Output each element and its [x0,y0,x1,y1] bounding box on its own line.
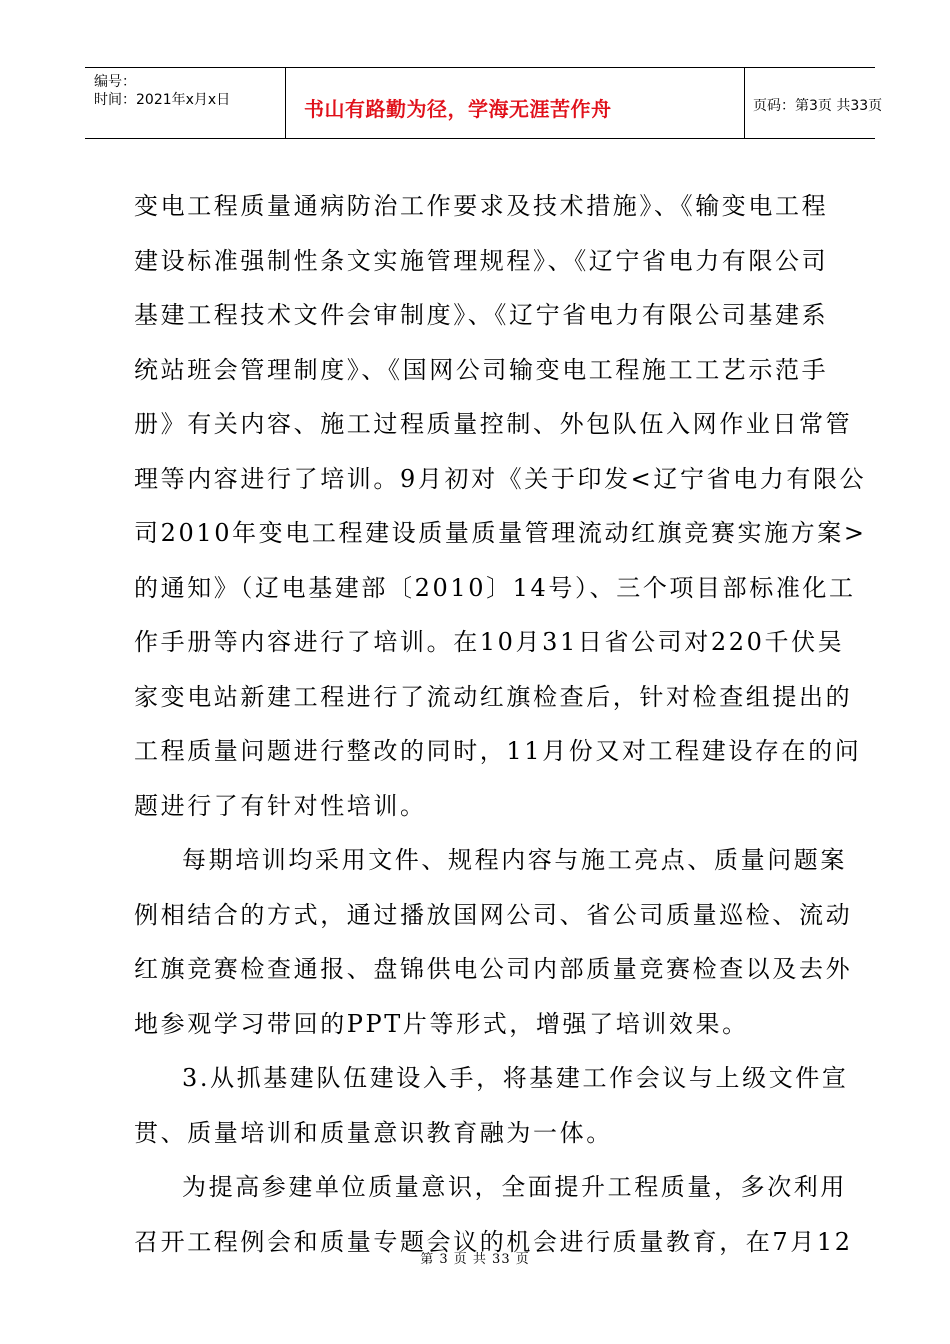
body-line: 题进行了有针对性培训。 [134,791,427,820]
body-line: 为提高参建单位质量意识，全面提升工程质量，多次利用 [182,1173,847,1201]
body-line: 司2010年变电工程建设质量质量管理流动红旗竞赛实施方案> [134,519,867,547]
header-page-info: 页码：第3页 共33页 [753,98,883,114]
document-body [134,183,867,1273]
body-line: 册》有关内容、施工过程质量控制、外包队伍入网作业日常管 [134,410,853,438]
document-header [85,67,883,139]
document-number-label: 编号： [94,74,136,90]
body-line: 例相结合的方式，通过播放国网公司、省公司质量巡检、流动 [134,900,853,929]
body-line: 家变电站新建工程进行了流动红旗检查后，针对检查组提出的 [134,682,853,711]
document-time-label: 时间：2021年x月x日 [94,92,231,108]
page-footer: 第 3 页 共 33 页 [420,1252,530,1267]
header-motto-cell [285,68,745,138]
body-line: 统站班会管理制度》、《国网公司输变电工程施工工艺示范手 [134,355,829,384]
header-page-cell [750,68,883,138]
body-line: 每期培训均采用文件、规程内容与施工亮点、质量问题案 [182,846,847,874]
body-line: 召开工程例会和质量专题会议的机会进行质量教育，在7月12 [134,1227,853,1256]
body-line: 作手册等内容进行了培训。在10月31日省公司对220千伏吴 [134,628,845,656]
body-line: 变电工程质量通病防治工作要求及技术措施》、《输变电工程 [134,192,829,220]
header-meta [85,68,285,138]
body-line: 贯、质量培训和质量意识教育融为一体。 [134,1118,613,1147]
body-line: 红旗竞赛检查通报、盘锦供电公司内部质量竞赛检查以及去外 [134,955,853,983]
body-line: 的通知》（辽电基建部〔2010〕14号）、三个项目部标准化工 [134,573,856,602]
body-line: 理等内容进行了培训。9月初对《关于印发<辽宁省电力有限公 [134,464,867,493]
header-motto: 书山有路勤为径，学海无涯苦作舟 [304,97,612,121]
body-line: 3.从抓基建队伍建设入手，将基建工作会议与上级文件宣 [182,1064,849,1092]
body-line: 地参观学习带回的PPT片等形式，增强了培训效果。 [134,1009,749,1038]
body-line: 工程质量问题进行整改的同时，11月份又对工程建设存在的问 [134,737,862,765]
body-line: 基建工程技术文件会审制度》、《辽宁省电力有限公司基建系 [134,301,829,329]
body-line: 建设标准强制性条文实施管理规程》、《辽宁省电力有限公司 [134,246,829,275]
